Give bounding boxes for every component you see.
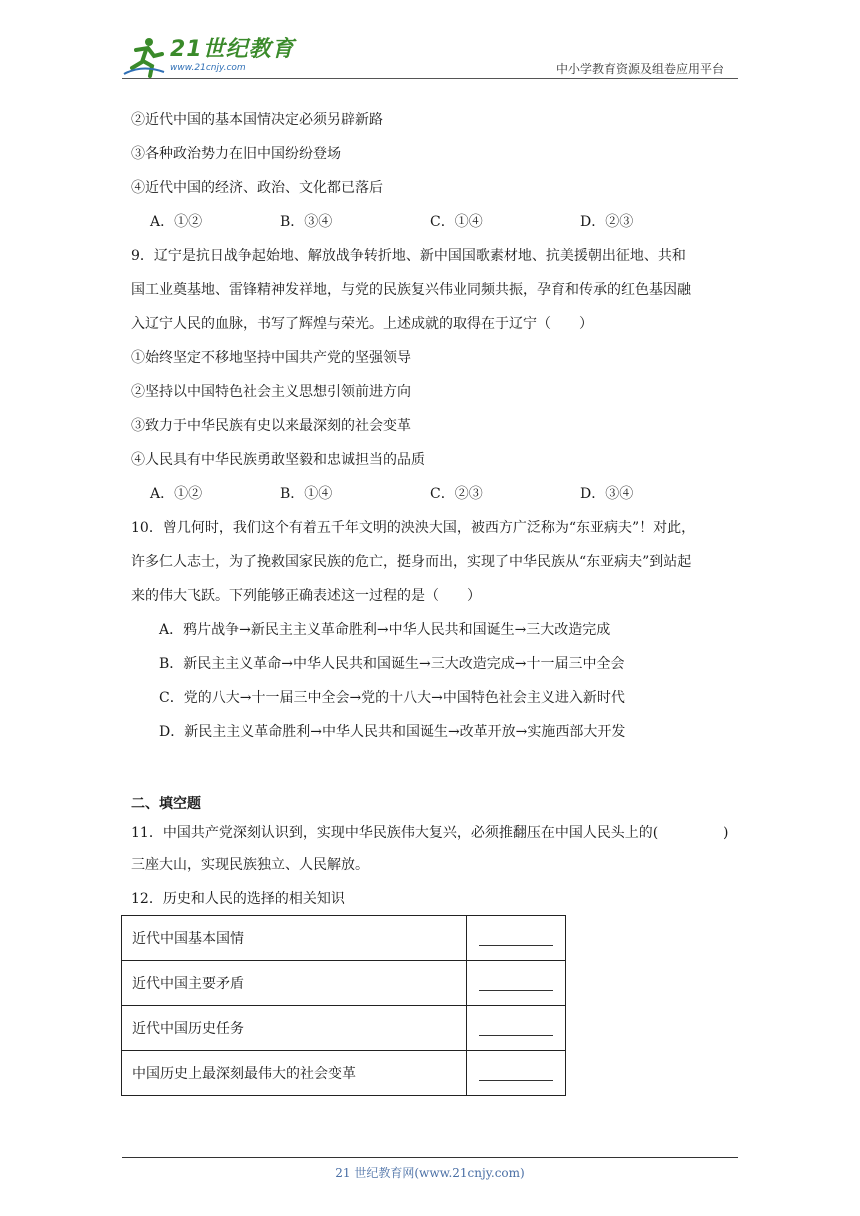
q10-option-a[interactable]: A．鸦片战争→新民主主义革命胜利→中华人民共和国诞生→三大改造完成: [159, 622, 611, 638]
q11-stem-line-1: 11．中国共产党深刻认识到，实现中华民族伟大复兴，必须推翻压在中国人民头上的(: [131, 825, 659, 841]
q12-answer-table: [121, 915, 566, 1096]
answer-blank[interactable]: [467, 1051, 566, 1096]
q9-stem-line-1: 9．辽宁是抗日战争起始地、解放战争转折地、新中国国歌素材地、抗美援朝出征地、共和: [131, 248, 686, 264]
q10-stem-line-3: 来的伟大飞跃。下列能够正确表述这一过程的是（ ）: [131, 588, 481, 604]
q9-statement-4: ④人民具有中华民族勇敢坚毅和忠诚担当的品质: [131, 452, 425, 468]
blank-underline: [479, 1066, 553, 1081]
answer-blank[interactable]: [467, 961, 566, 1006]
q10-option-c[interactable]: C．党的八大→十一届三中全会→党的十八大→中国特色社会主义进入新时代: [159, 690, 625, 706]
runner-logo-icon: [122, 34, 166, 78]
q9-statement-1: ①始终坚定不移地坚持中国共产党的坚强领导: [131, 350, 411, 366]
blank-underline: [479, 976, 553, 991]
logo-title: 21世纪教育: [170, 37, 295, 62]
blank-underline: [479, 1021, 553, 1036]
prev-option-b[interactable]: B．③④: [280, 214, 333, 230]
q9-stem-line-3: 入辽宁人民的血脉，书写了辉煌与荣光。上述成就的取得在于辽宁（ ）: [131, 316, 593, 332]
answer-blank[interactable]: [467, 1006, 566, 1051]
q10-option-b[interactable]: B．新民主主义革命→中华人民共和国诞生→三大改造完成→十一届三中全会: [159, 656, 625, 672]
prev-statement-2: ②近代中国的基本国情决定必须另辟新路: [131, 112, 383, 128]
q10-stem-line-2: 许多仁人志士，为了挽救国家民族的危亡，挺身而出，实现了中华民族从“东亚病夫”到站起: [131, 554, 692, 570]
q9-option-c[interactable]: C．②③: [430, 486, 483, 502]
logo-url: www.21cnjy.com: [170, 63, 246, 73]
prev-statement-4: ④近代中国的经济、政治、文化都已落后: [131, 180, 383, 196]
table-cell-label: 近代中国基本国情: [122, 916, 467, 961]
q12-title: 12．历史和人民的选择的相关知识: [131, 891, 345, 907]
blank-underline: [479, 931, 553, 946]
footer-link[interactable]: 21 世纪教育网(www.21cnjy.com): [335, 1166, 525, 1180]
q10-stem-line-1: 10．曾几何时，我们这个有着五千年文明的泱泱大国，被西方广泛称为“东亚病夫”！对此，: [131, 520, 696, 536]
q9-option-b[interactable]: B．①④: [280, 486, 333, 502]
q9-stem-line-2: 国工业奠基地、雷锋精神发祥地，与党的民族复兴伟业同频共振，孕育和传承的红色基因融: [131, 282, 691, 298]
q9-option-a[interactable]: A．①②: [150, 486, 203, 502]
q10-option-d[interactable]: D．新民主主义革命胜利→中华人民共和国诞生→改革开放→实施西部大开发: [159, 724, 626, 740]
table-row: [122, 1051, 566, 1096]
table-cell-label: 近代中国历史任务: [122, 1006, 467, 1051]
header-divider: [122, 78, 738, 79]
q11-blank-close[interactable]: ): [723, 825, 729, 841]
table-row: [122, 961, 566, 1006]
page-header: [122, 28, 738, 80]
q9-statement-3: ③致力于中华民族有史以来最深刻的社会变革: [131, 418, 411, 434]
prev-option-d[interactable]: D．②③: [580, 214, 634, 230]
table-row: [122, 1006, 566, 1051]
site-logo[interactable]: [122, 34, 295, 78]
table-cell-label: 近代中国主要矛盾: [122, 961, 467, 1006]
q11-stem-line-2: 三座大山，实现民族独立、人民解放。: [131, 857, 369, 873]
answer-blank[interactable]: [467, 916, 566, 961]
footer-divider: [122, 1157, 738, 1158]
prev-option-c[interactable]: C．①④: [430, 214, 483, 230]
prev-option-a[interactable]: A．①②: [150, 214, 203, 230]
section-title-fill-in: 二、填空题: [131, 796, 201, 812]
prev-statement-3: ③各种政治势力在旧中国纷纷登场: [131, 146, 341, 162]
table-row: [122, 916, 566, 961]
platform-name: 中小学教育资源及组卷应用平台: [555, 62, 724, 76]
q9-statement-2: ②坚持以中国特色社会主义思想引领前进方向: [131, 384, 411, 400]
table-cell-label: 中国历史上最深刻最伟大的社会变革: [122, 1051, 467, 1096]
q9-option-d[interactable]: D．③④: [580, 486, 634, 502]
